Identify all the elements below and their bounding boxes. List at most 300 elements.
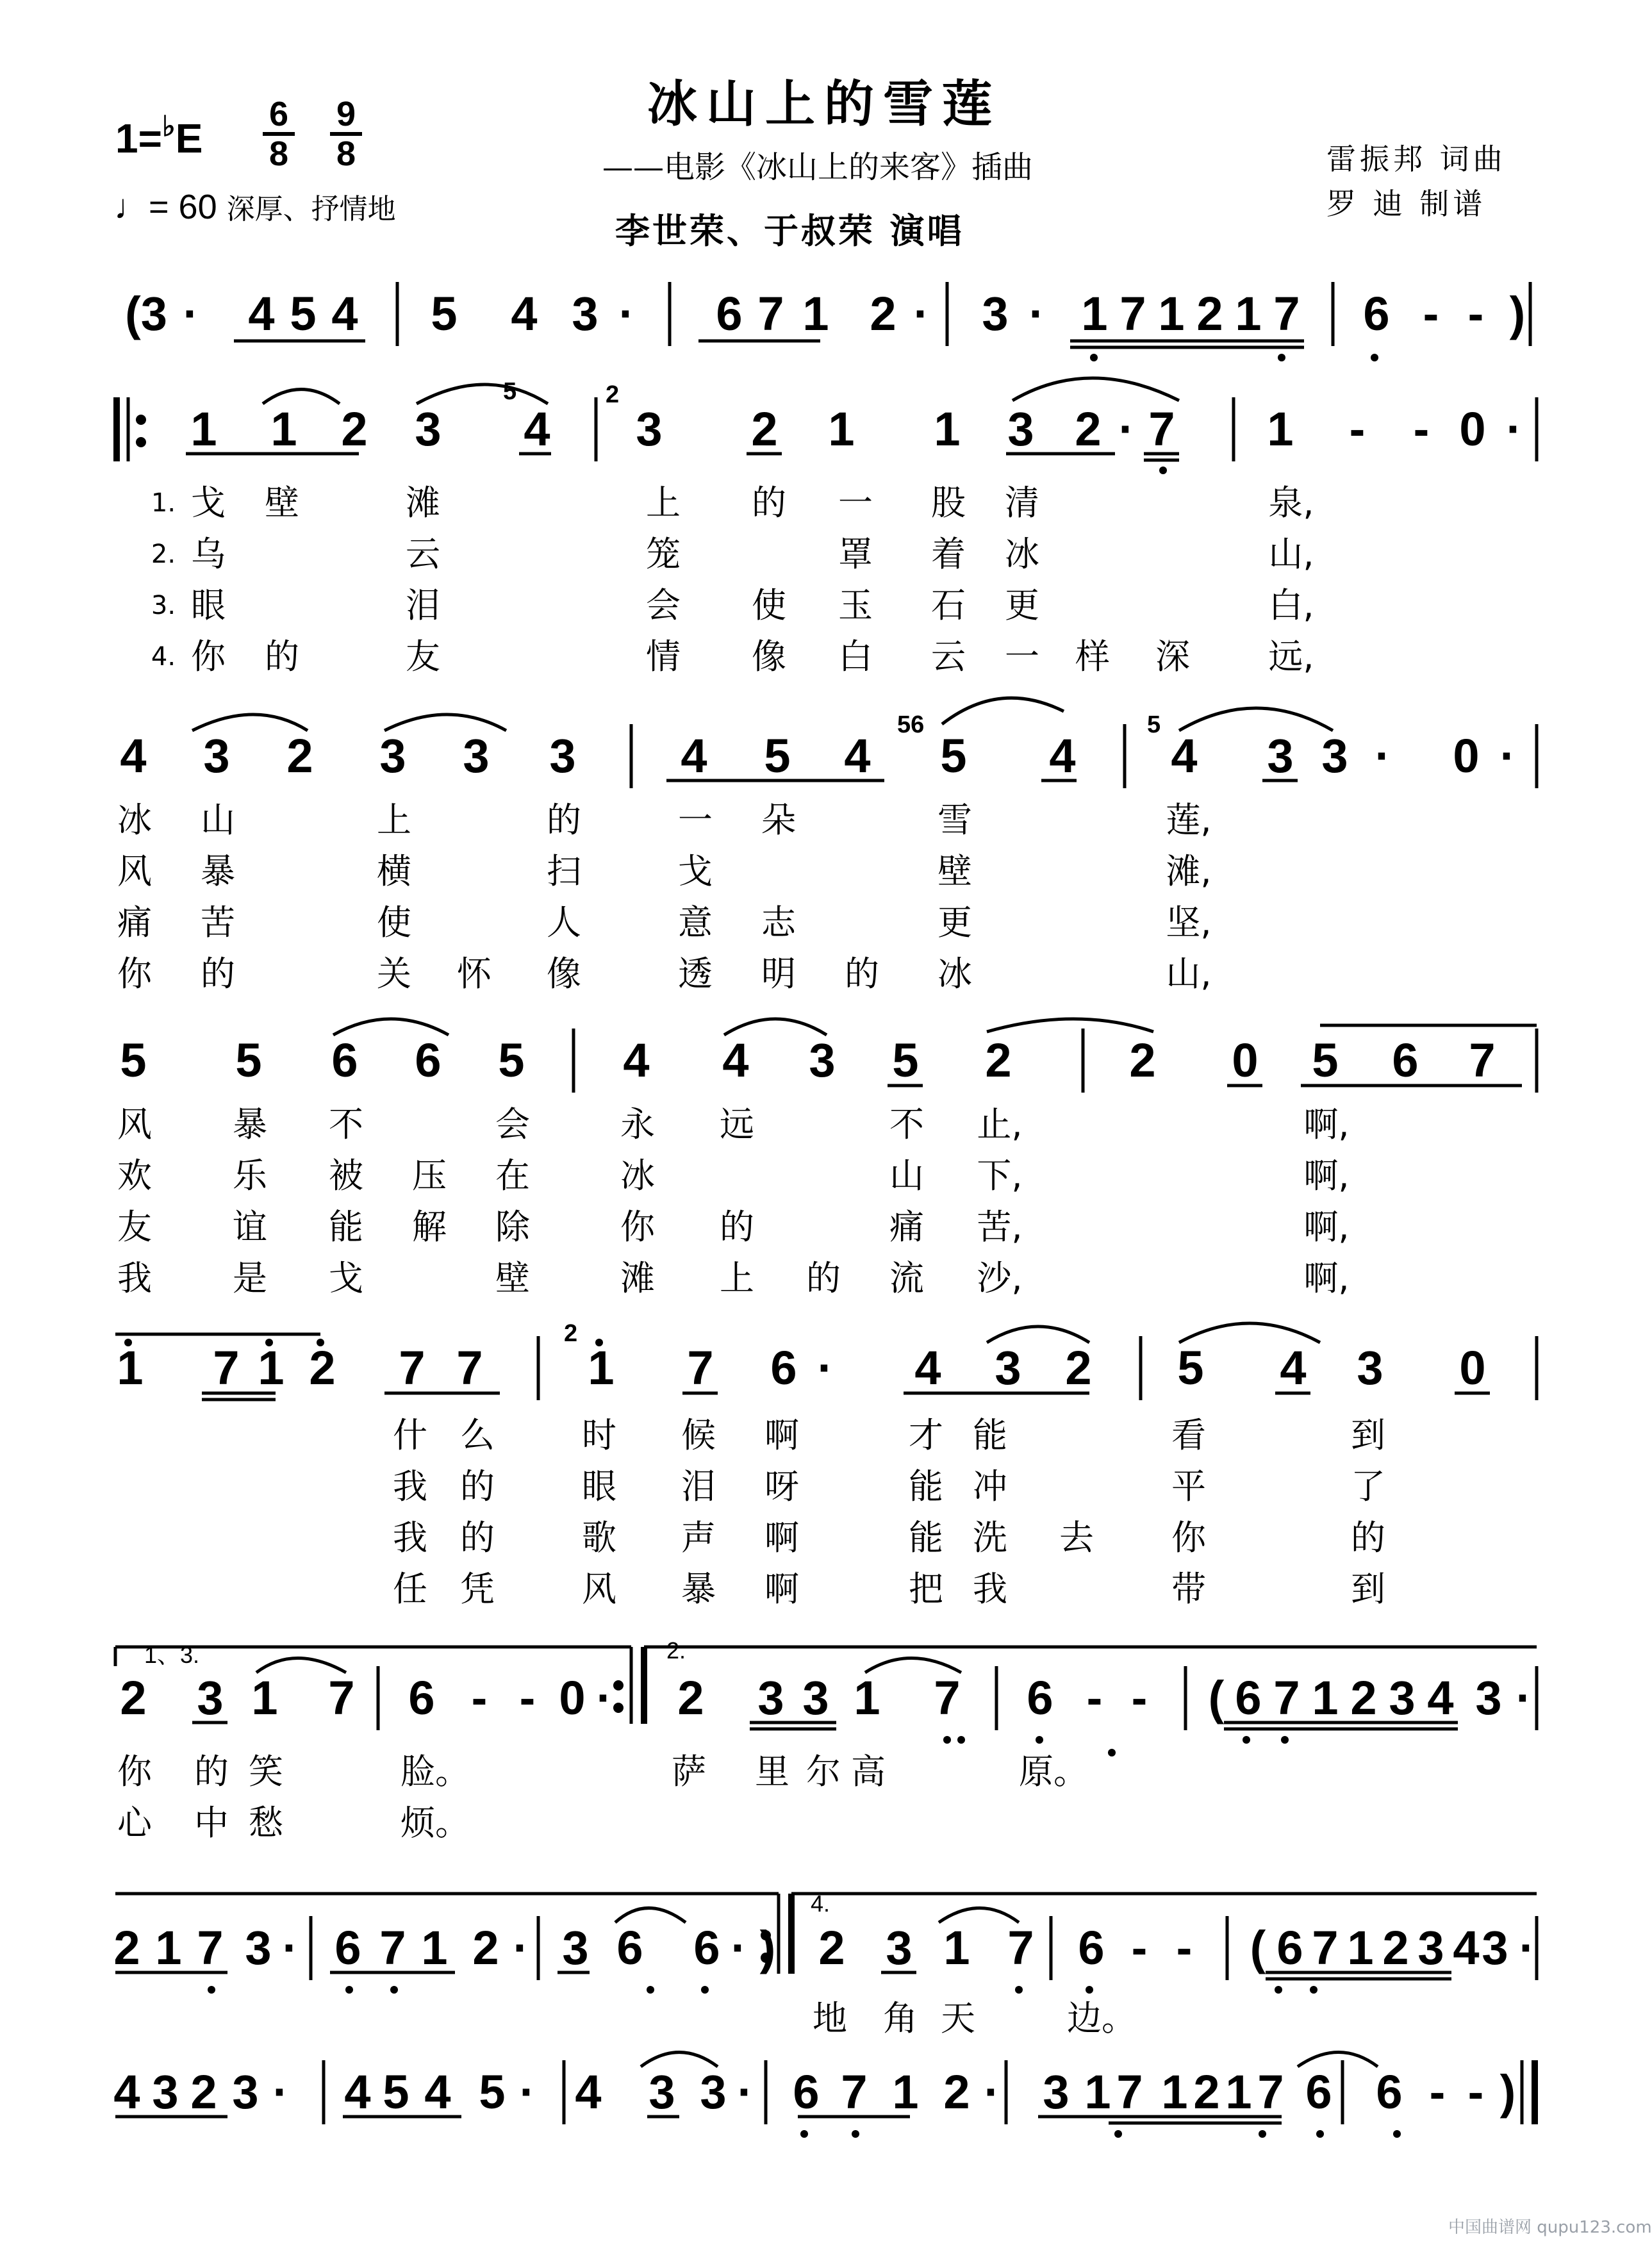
lyric: 任 (393, 1569, 427, 1609)
note: 2 (190, 2065, 217, 2119)
lyric: 上 (646, 483, 681, 523)
rest: 0 (1453, 729, 1480, 782)
tempo-expression: 深厚、抒情地 (226, 194, 396, 225)
note: 3 (245, 1921, 272, 1974)
lyric: 心 (117, 1803, 152, 1843)
note: 3 (700, 2065, 727, 2119)
lyric: 山, (1166, 954, 1212, 994)
lyric: 流 (889, 1258, 924, 1298)
lyric: 风 (582, 1569, 616, 1609)
lyric: 你 (1171, 1517, 1206, 1558)
lyric: 白, (1268, 585, 1314, 625)
lyric: 一 (678, 800, 713, 840)
lyric: 的 (265, 636, 299, 677)
paren: ) (1499, 2065, 1516, 2119)
lyric: 原。 (1019, 1751, 1088, 1792)
lyric: 我 (393, 1517, 427, 1558)
transcriber-credit: 罗 迪 制谱 (1326, 186, 1487, 221)
note: 1 (892, 2065, 919, 2119)
lyric: 到 (1351, 1569, 1385, 1609)
dot: · (817, 1341, 834, 1394)
lyric: 远 (720, 1104, 754, 1145)
note: 4 (914, 1341, 941, 1394)
note: 1 (251, 1671, 278, 1724)
note: 5 (383, 2065, 409, 2119)
note: 1 (421, 1921, 448, 1974)
grace-note-56: 56 (897, 711, 925, 738)
lyric: 的 (460, 1517, 495, 1558)
lyric: 的 (460, 1466, 495, 1507)
lyric: 会 (495, 1104, 530, 1145)
note: 4 (575, 2065, 602, 2119)
lyrics-s3-3 (0, 1202, 1589, 1253)
lyric: 明 (761, 954, 796, 994)
grace-note-2: 2 (564, 1320, 578, 1347)
lyric: 云 (406, 534, 440, 574)
lyrics-s4-1 (0, 1410, 1589, 1461)
dot: · (984, 2065, 1000, 2119)
note: 3 (1389, 1671, 1416, 1724)
lyric: 谊 (233, 1207, 267, 1247)
dot: · (1118, 402, 1135, 456)
note: 3 (886, 1921, 913, 1974)
note: 2 (818, 1921, 845, 1974)
note: 3 (995, 1341, 1021, 1394)
note: 3 (152, 2065, 179, 2119)
key-prefix: 1= (115, 115, 162, 161)
rest: 0 (1459, 402, 1486, 456)
dash: - (1086, 1671, 1103, 1724)
note: 3 (562, 1921, 589, 1974)
lyric: 使 (377, 902, 411, 943)
lyric: 洗 (973, 1517, 1007, 1558)
note: 6 (1027, 1671, 1053, 1724)
lyric: 不 (889, 1104, 924, 1145)
dot: · (913, 287, 930, 340)
lyric: 能 (909, 1466, 943, 1507)
verse-number: 2. (151, 540, 176, 569)
dot: · (282, 1921, 299, 1974)
lyrics-s2-1 (0, 795, 1589, 846)
time-sig-top: 9 (336, 95, 356, 133)
notation-line-7 (0, 2060, 1589, 2144)
lyric: 看 (1171, 1415, 1206, 1455)
note: (3 (125, 287, 167, 340)
lyric: 冰 (1005, 534, 1039, 574)
note: 7 (1469, 1034, 1496, 1087)
lyric: 什 (393, 1415, 427, 1455)
lyric: 乌 (191, 534, 226, 574)
grace-note-5: 5 (503, 378, 517, 405)
lyric: 才 (909, 1415, 943, 1455)
lyric: 一 (1005, 636, 1039, 677)
note: 2 (120, 1671, 147, 1724)
lyric: 压 (412, 1155, 447, 1196)
lyric: 角 (883, 1998, 918, 2038)
lyric: 欢 (117, 1155, 152, 1196)
dot: · (596, 1671, 613, 1724)
lyric: 了 (1351, 1466, 1385, 1507)
note: 1 (943, 1921, 970, 1974)
lyric: 啊, (1303, 1258, 1350, 1298)
note: 2 (677, 1671, 704, 1724)
note: 1 (258, 1341, 285, 1394)
note: 1 (1312, 1671, 1339, 1724)
lyric: 地 (813, 1998, 847, 2038)
lyric: 痛 (117, 902, 152, 943)
lyric: 苦, (977, 1207, 1023, 1247)
lyric: 滩 (406, 483, 440, 523)
paren: ) (759, 1921, 776, 1974)
quarter-note-icon: ♩ (114, 188, 149, 226)
note: 6 (415, 1034, 442, 1087)
note: 6 (716, 287, 743, 340)
time-sig-bottom: 8 (330, 132, 362, 172)
lyric: 泪 (681, 1466, 716, 1507)
note: 3 (809, 1034, 836, 1087)
lyric: 深 (1155, 636, 1190, 677)
note: 2 (1382, 1921, 1409, 1974)
lyric: 我 (973, 1569, 1007, 1609)
lyric: 解 (412, 1207, 447, 1247)
lyric: 苦 (201, 902, 235, 943)
note: 1 (155, 1921, 182, 1974)
dot: · (183, 287, 199, 340)
note: 7 (379, 1921, 406, 1974)
lyric: 像 (752, 636, 786, 677)
note: 2 (113, 1921, 140, 1974)
lyric: 雪 (938, 800, 972, 840)
lyric: 你 (191, 636, 226, 677)
note: 6 (1235, 1671, 1262, 1724)
grace-note-5: 5 (1147, 711, 1161, 738)
note: 4 (113, 2065, 140, 2119)
note: 4 (1427, 1671, 1454, 1724)
notation-line-6 (0, 1916, 1589, 1999)
lyrics-s2-4 (0, 948, 1589, 1000)
dot: · (272, 2065, 289, 2119)
lyric: 去 (1059, 1517, 1094, 1558)
dot: · (731, 1921, 747, 1974)
note: 1 (1267, 402, 1294, 456)
dash: - (1349, 402, 1366, 456)
note: 4 (248, 287, 275, 340)
note: 3 (1267, 729, 1294, 782)
note: 5 (479, 2065, 506, 2119)
note: 3 (636, 402, 663, 456)
lyric: 暴 (201, 851, 235, 891)
lyric: 是 (233, 1258, 267, 1298)
lyric: 志 (761, 902, 796, 943)
lyric: 玉 (838, 585, 873, 625)
lyrics-verse-2 (0, 529, 1589, 580)
note: 6 (1392, 1034, 1419, 1087)
lyric: 呀 (764, 1466, 799, 1507)
lyric: 候 (681, 1415, 716, 1455)
note: 3 (982, 287, 1009, 340)
note: 6 (408, 1671, 435, 1724)
lyric: 的 (194, 1751, 229, 1792)
note: 4 (511, 287, 538, 340)
note: 4 (722, 1034, 749, 1087)
lyric: 啊, (1303, 1104, 1350, 1145)
lyric: 中 (194, 1803, 229, 1843)
notation-line-4 (0, 1336, 1589, 1419)
note: 5 (235, 1034, 262, 1087)
dot: · (1375, 729, 1391, 782)
lyric: 横 (377, 851, 411, 891)
lyric: 情 (646, 636, 681, 677)
note: 2 (1129, 1034, 1156, 1087)
lyrics-s2-2 (0, 846, 1589, 897)
note: 1 (117, 1341, 144, 1394)
notation-line-1 (0, 397, 1589, 481)
note: 5 (940, 729, 967, 782)
lyrics-s3-4 (0, 1253, 1589, 1304)
note: 7 (1312, 1921, 1339, 1974)
note: 2 (1193, 2065, 1220, 2119)
note: 7 (687, 1341, 714, 1394)
note: 7 (197, 1921, 224, 1974)
lyric: 止, (977, 1104, 1023, 1145)
lyrics-verse-4 (0, 631, 1589, 682)
lyric: 坚, (1166, 902, 1212, 943)
lyric: 山, (1268, 534, 1314, 574)
dot: · (1499, 729, 1516, 782)
lyric: 烦。 (401, 1803, 470, 1843)
dash: - (1131, 1921, 1148, 1974)
note: 1 (1161, 2065, 1188, 2119)
lyric: 里 (755, 1751, 789, 1792)
song-title: 冰山上的雪莲 (647, 75, 1002, 133)
paren: ( (1250, 1921, 1266, 1974)
time-sig-bottom: 8 (263, 132, 295, 172)
note: 7 (399, 1341, 425, 1394)
dash: - (1467, 2065, 1484, 2119)
note: 6 (693, 1921, 720, 1974)
note: 2 (751, 402, 778, 456)
lyric: 扫 (547, 851, 581, 891)
lyric: 的 (752, 483, 786, 523)
note: 6 (1078, 1921, 1105, 1974)
note: 1 (190, 402, 217, 456)
note: 3 (572, 287, 599, 340)
note: 5 (1312, 1034, 1339, 1087)
note: 6 (793, 2065, 820, 2119)
lyric: 上 (720, 1258, 754, 1298)
note: 3 (203, 729, 230, 782)
note: 3 (379, 729, 406, 782)
lyric: 暴 (681, 1569, 716, 1609)
verse-number: 3. (151, 591, 176, 620)
tempo-value: = 60 (149, 188, 217, 226)
note: 2 (1196, 287, 1223, 340)
note: 5 (892, 1034, 919, 1087)
lyric: 戈 (191, 483, 226, 523)
lyric: 滩, (1166, 851, 1212, 891)
lyric: 风 (117, 851, 152, 891)
dash: - (1131, 1671, 1148, 1724)
volta-1-3: 1、3. (144, 1642, 200, 1668)
note: 1 (1158, 287, 1185, 340)
flat-icon: ♭ (161, 111, 176, 142)
grace-note-2: 2 (606, 381, 620, 408)
note: 2 (1350, 1671, 1377, 1724)
lyrics-verse-3 (0, 580, 1589, 631)
lyrics-s4-4 (0, 1564, 1589, 1615)
lyric: 山 (889, 1155, 924, 1196)
lyric: 萨 (672, 1751, 706, 1792)
lyric: 戈 (329, 1258, 363, 1298)
lyric: 笼 (646, 534, 681, 574)
lyric: 凭 (460, 1569, 495, 1609)
dash: - (1467, 287, 1484, 340)
rest: 0 (559, 1671, 586, 1724)
note: 2 (309, 1341, 336, 1394)
note: 2 (341, 402, 368, 456)
note: 1 (934, 402, 961, 456)
note: 7 (456, 1341, 483, 1394)
verse-number: 4. (151, 642, 176, 672)
dot: · (513, 1921, 529, 1974)
lyric: 云 (931, 636, 966, 677)
lyric: 你 (620, 1207, 655, 1247)
lyrics-s6-1 (0, 1993, 1589, 2044)
lyric: 泪 (406, 585, 440, 625)
note: 6 (616, 1921, 643, 1974)
lyrics-s5-1 (0, 1746, 1589, 1798)
key-note: E (175, 115, 203, 161)
note: 3 (463, 729, 490, 782)
lyrics-s2-3 (0, 897, 1589, 948)
note: 7 (934, 1671, 961, 1724)
lyric: 戈 (678, 851, 713, 891)
lyric: 的 (201, 954, 235, 994)
lyric: 我 (393, 1466, 427, 1507)
lyric: 罩 (838, 534, 873, 574)
note: 3 (232, 2065, 259, 2119)
lyric: 暴 (233, 1104, 267, 1145)
lyric: 使 (752, 585, 786, 625)
lyric: 意 (678, 902, 713, 943)
note: 7 (757, 287, 784, 340)
note: 3 (1007, 402, 1034, 456)
lyric: 被 (329, 1155, 363, 1196)
lyric: 山 (201, 800, 235, 840)
lyric: 愁 (249, 1803, 283, 1843)
dash: - (1413, 402, 1430, 456)
lyric: 朵 (761, 800, 796, 840)
lyric: 笑 (249, 1751, 283, 1792)
note: 7 (841, 2065, 868, 2119)
dot: · (1028, 287, 1045, 340)
lyric: 时 (582, 1415, 616, 1455)
note: 4 (681, 729, 707, 782)
note: 1 (1347, 1921, 1374, 1974)
lyric: 啊 (764, 1569, 799, 1609)
note: 7 (1148, 402, 1175, 456)
note: 5 (1177, 1341, 1204, 1394)
dot: · (618, 287, 635, 340)
dash: - (519, 1671, 536, 1724)
lyric: 滩 (620, 1258, 655, 1298)
note: 6 (770, 1341, 797, 1394)
note: 3 (1475, 1671, 1502, 1724)
lyric: 怀 (457, 954, 491, 994)
lyric: 冰 (938, 954, 972, 994)
note: 5 (120, 1034, 147, 1087)
lyrics-s4-2 (0, 1461, 1589, 1512)
note: 6 (1305, 2065, 1332, 2119)
lyric: 脸。 (401, 1751, 470, 1792)
lyric: 着 (931, 534, 966, 574)
intro-row (0, 282, 1589, 365)
note: 3 (1043, 2065, 1070, 2119)
paren: ) (1509, 287, 1526, 340)
dot: · (519, 2065, 536, 2119)
note: 3 (1357, 1341, 1384, 1394)
note: 3 (549, 729, 576, 782)
lyric: 莲, (1166, 800, 1212, 840)
volta-2: 2. (666, 1637, 686, 1664)
lyric: 人 (547, 902, 581, 943)
lyric: 永 (620, 1104, 655, 1145)
note: 5 (431, 287, 458, 340)
lyric: 壁 (938, 851, 972, 891)
lyric: 的 (845, 954, 879, 994)
note: 4 (1453, 1921, 1480, 1974)
notation-line-5 (0, 1666, 1589, 1749)
lyric: 上 (377, 800, 411, 840)
note: 4 (424, 2065, 451, 2119)
note: 2 (286, 729, 313, 782)
note: 6 (335, 1921, 361, 1974)
lyric: 在 (495, 1155, 530, 1196)
note: 3 (1482, 1921, 1508, 1974)
lyric: 能 (909, 1517, 943, 1558)
lyric: 能 (329, 1207, 363, 1247)
note: 2 (1065, 1341, 1092, 1394)
lyric: 冰 (117, 800, 152, 840)
lyric: 啊, (1303, 1155, 1350, 1196)
site-watermark (1448, 2214, 1652, 2238)
lyric: 你 (117, 954, 152, 994)
note: 3 (1417, 1921, 1444, 1974)
lyric: 眼 (191, 585, 226, 625)
note: 2 (943, 2065, 970, 2119)
note: 4 (1049, 729, 1076, 782)
lyric: 么 (460, 1415, 495, 1455)
note: 1 (1084, 2065, 1111, 2119)
note: 6 (1363, 287, 1390, 340)
note: 2 (472, 1921, 499, 1974)
lyric: 痛 (889, 1207, 924, 1247)
note: 4 (844, 729, 871, 782)
lyrics-s3-2 (0, 1150, 1589, 1202)
lyric: 远, (1268, 636, 1314, 677)
dot: · (1516, 1671, 1532, 1724)
rest: 0 (1232, 1034, 1259, 1087)
note: 1 (854, 1671, 880, 1724)
lyric: 你 (117, 1751, 152, 1792)
lyric: 关 (377, 954, 411, 994)
note: 5 (764, 729, 791, 782)
lyric: 更 (938, 902, 972, 943)
note: 3 (648, 2065, 675, 2119)
verse-number: 1. (151, 488, 176, 518)
lyric: 壁 (495, 1258, 530, 1298)
lyric: 到 (1351, 1415, 1385, 1455)
